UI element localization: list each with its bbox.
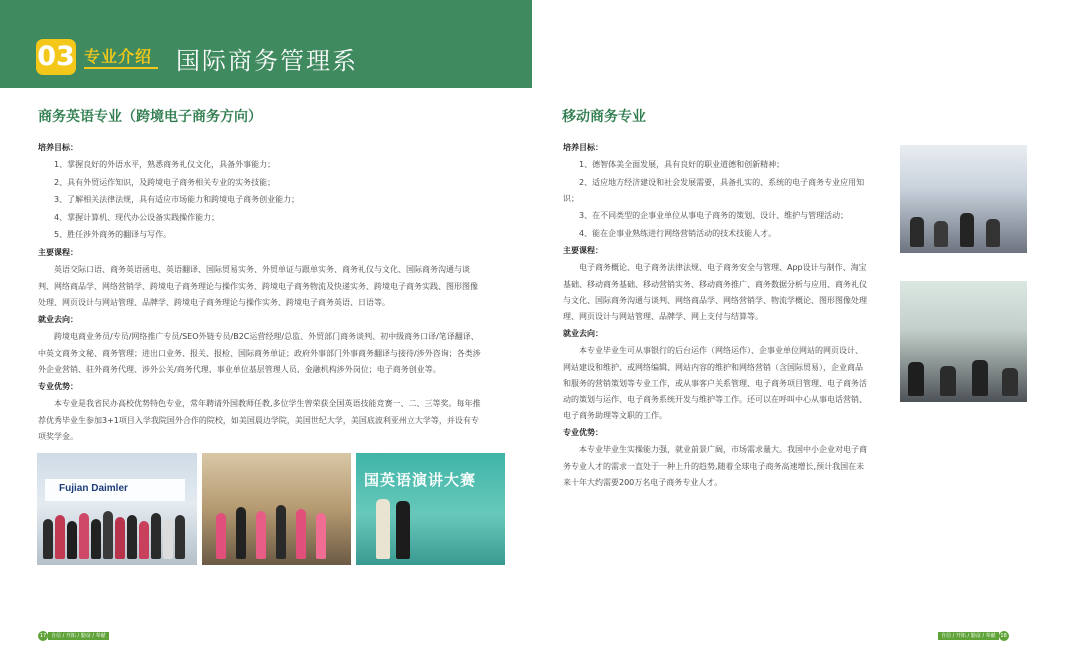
footer-right <box>938 631 1009 641</box>
page-number-right: 18 <box>1000 633 1007 639</box>
right-goal-item: 1、德智体美全面发展，具有良好的职业道德和创新精神； <box>579 160 785 169</box>
poster-text: 国英语演讲大赛 <box>364 471 477 489</box>
left-career-heading: 就业去向： <box>38 314 78 324</box>
left-goal-item: 4、掌握计算机、现代办公设备实践操作能力； <box>54 212 220 222</box>
left-career-line: 外企业营销、驻外商务代理、涉外公关/商务代理、事业单位基层管理人员、金融机构涉外岗位；电子商务创业等。 <box>38 364 441 374</box>
right-goal-item: 识； <box>563 194 579 203</box>
department-title: 国际商务管理系 <box>176 47 358 75</box>
left-strength-line: 本专业是我省民办高校优势特色专业，常年聘请外国教师任教,多位学生曾荣获全国英语技能竞赛一、二、三等奖。每年推 <box>54 398 481 408</box>
right-career-line: 电子商务助理等文职的工作。 <box>563 411 667 420</box>
photo-people <box>900 329 1027 402</box>
left-strength-line: 项奖学金。 <box>38 431 78 441</box>
section-number-badge: 03 <box>36 39 76 75</box>
right-column-body <box>563 139 892 491</box>
left-courses-line: 处理、网页设计与网站管理、品牌学、跨境电子商务理论与操作实务、跨境电子商务英语、日语等。 <box>38 297 390 307</box>
right-courses-line: 基础、移动商务基础、移动营销实务、移动商务推广、商务数据分析与应用、商务礼仪 <box>563 280 867 289</box>
left-strength-heading: 专业优势： <box>38 381 78 391</box>
page-number-left: 17 <box>39 633 47 639</box>
right-strength-line: 来十年大约需要200万名电子商务专业人才。 <box>563 478 723 487</box>
right-strength-line: 本专业毕业生实操能力强，就业前景广阔，市场需求量大。我国中小企业对电子商 <box>579 445 867 454</box>
photo-banner-text: Fujian Daimler <box>59 483 128 494</box>
left-goal-item: 2、具有外贸运作知识，及跨境电子商务相关专业的实务技能； <box>54 177 276 187</box>
right-career-line: 动的策划与运作、电子商务系统开发与维护等工作。还可以在呼叫中心从事电话营销、 <box>563 395 867 404</box>
group-photo-daimler <box>37 453 197 565</box>
left-career-line: 中英文商务文秘、商务管理；进出口业务、报关、报检、国际商务单证；政府外事部门外事商务翻译与接待/涉外咨询；各类涉 <box>38 348 481 358</box>
right-career-line: 本专业毕业生可从事银行的后台运作（网络运作）、企事业单位网站的网页设计、 <box>579 346 863 355</box>
speech-contest-photo <box>356 453 505 565</box>
right-courses-line: 与文化、国际商务沟通与谈判、网络商品学、网络营销学、物流学概论、图形图像处理 <box>563 296 867 305</box>
left-column-body <box>38 139 514 445</box>
left-strength-line: 荐优秀毕业生参加3+1项目入学我院国外合作的院校，如美国晨边学院，美国世纪大学，美国底波利亚州立大学等，并设有专 <box>38 415 479 425</box>
right-courses-heading: 主要课程： <box>563 246 603 255</box>
right-career-heading: 就业去向： <box>563 329 603 338</box>
right-career-line: 和服务的营销策划等专业工作，或从事客户关系管理、电子商务项目管理、电子商务活 <box>563 379 867 388</box>
photo-people <box>900 188 1027 253</box>
right-goal-item: 3、在不同类型的企事业单位从事电子商务的策划、设计、维护与管理活动； <box>579 211 849 220</box>
section-label-underline <box>84 67 158 69</box>
left-column-title: 商务英语专业（跨境电子商务方向） <box>38 109 262 125</box>
photo-people <box>202 498 351 565</box>
section-label: 专业介绍 <box>84 47 153 66</box>
left-goal-item: 1、掌握良好的外语水平，熟悉商务礼仪文化，具备外事能力； <box>54 160 276 169</box>
left-goal-item: 3、了解相关法律法规，具有适应市场能力和跨境电子商务创业能力； <box>54 195 300 204</box>
photo-people <box>356 498 505 565</box>
right-courses-line: 电子商务概论、电子商务法律法规、电子商务安全与管理、App设计与制作、淘宝 <box>579 263 867 272</box>
right-goal-heading: 培养目标： <box>563 143 603 152</box>
left-courses-line: 判、网络商品学、网络营销学、跨境电子商务理论与操作实务、跨境电子商务物流及快递实务、跨境电子商务实践、图形图像 <box>38 281 478 291</box>
right-goal-item: 2、适应地方经济建设和社会发展需要，具备扎实的、系统的电子商务专业应用知 <box>579 177 865 187</box>
computer-lab-photo <box>900 145 1027 253</box>
right-courses-line: 理、网页设计与网站管理、品牌学、网上支付与结算等。 <box>563 312 763 321</box>
footer-tags-right: 自信 / 开拓 / 勤奋 / 奉献 <box>938 632 999 640</box>
photo-people <box>37 498 197 565</box>
classroom-photo <box>900 281 1027 402</box>
right-strength-line: 务专业人才的需求一直处于一种上升的趋势,随着全球电子商务高速增长,预计我国在未 <box>563 462 865 471</box>
right-column-title: 移动商务专业 <box>562 109 646 125</box>
right-strength-heading: 专业优势： <box>563 428 603 437</box>
left-courses-heading: 主要课程： <box>38 247 78 257</box>
left-goal-item: 5、胜任涉外商务的翻译与写作。 <box>54 230 172 239</box>
left-career-line: 跨境电商业务员/专员/网络推广专员/SEO外链专员/B2C运营经理/总监、外贸部门商务谈判、初中级商务口译/笔译翻译、 <box>54 331 479 341</box>
left-courses-line: 英语交际口语、商务英语函电、英语翻译、国际贸易实务、外贸单证与跟单实务、商务礼仪与文化、国际商务沟通与谈 <box>54 264 470 274</box>
footer-left <box>38 631 109 641</box>
right-career-line: 网站建设和维护、或网络编辑、网站内容的维护和网络营销（含国际贸易），企业商品 <box>563 363 863 372</box>
performance-photo <box>202 453 351 565</box>
footer-tags-left: 自信 / 开拓 / 勤奋 / 奉献 <box>48 632 109 640</box>
right-goal-item: 4、能在企事业熟练进行网络营销活动的技术技能人才。 <box>579 228 777 238</box>
left-goal-heading: 培养目标： <box>38 143 78 152</box>
